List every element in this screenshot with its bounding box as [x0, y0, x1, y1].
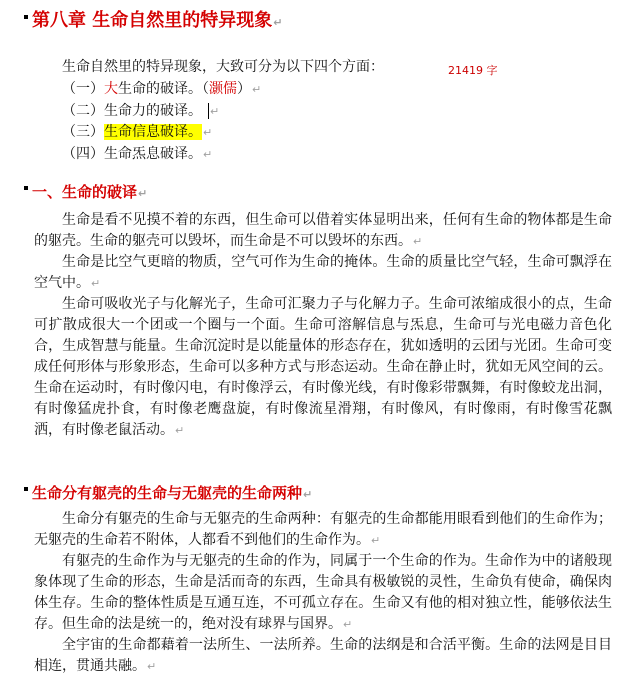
list-item: （三）生命信息破译。↵ [62, 124, 213, 140]
heading-bullet [24, 487, 28, 491]
paragraph: 生命可吸收光子与化解光子，生命可汇聚力子与化解力子。生命可浓缩成很小的点，生命可扩散成很大一个团或一个圈与一个面。生命可溶解信息与炁息，生命可与光电磁力音色化合，生成智慧与能量。生命沉淀时是以能量体的形态存在，犹如透明的云团与光团。生命可变成任何形体与形象形态，生命可以多种方式与形态运动。生命在静止时，犹如无风空间的云。生命在运动时，有时像闪电，有时像浮云，有时像光线，有时像彩带飘舞，有时像蛟龙出洞，有时像猛虎扑食，有时像老鹰盘旋，有时像流星滑翔，有时像风，有时像雨，有时像雪花飘洒，有时像老鼠活动。↵ [34, 296, 612, 438]
highlighted-text: 生命信息破译。 [104, 124, 202, 140]
heading-bullet [24, 15, 28, 19]
section-heading: 生命分有躯壳的生命与无躯壳的生命两种↵ [32, 484, 313, 502]
paragraph: 生命是比空气更暗的物质，空气可作为生命的掩体。生命的质量比空气轻，生命可飘浮在空气中。↵ [34, 254, 612, 291]
list-item: （二）生命力的破译。 ↵ [62, 103, 220, 119]
heading-bullet [24, 186, 28, 190]
list-item: （一）大生命的破译。（灏儒）↵ [62, 81, 262, 97]
list-item: （四）生命炁息破译。↵ [62, 146, 213, 162]
paragraph: 全宇宙的生命都藉着一法所生、一法所养。生命的法纲是和合活平衡。生命的法网是目目相连，贯通共融。↵ [34, 637, 612, 674]
intro-line: 生命自然里的特异现象，大致可分为以下四个方面： [62, 59, 384, 75]
chapter-title: 第八章 生命自然里的特异现象↵ [32, 10, 283, 31]
word-count: 21419 字 [448, 64, 498, 77]
section-body [34, 210, 612, 441]
paragraph: 生命分有躯壳的生命与无躯壳的生命两种：有躯壳的生命都能用眼看到他们的生命作为；无躯壳的生命若不附体，人都看不到他们的生命作为。↵ [34, 511, 612, 548]
section-body [34, 509, 612, 677]
section-heading: 一、生命的破译↵ [32, 183, 148, 201]
paragraph: 有躯壳的生命作为与无躯壳的生命的作为，同属于一个生命的作为。生命作为中的诸般现象体现了生命的形态，生命是活而奇的东西，生命具有极敏锐的灵性，生命负有使命，确保肉体生存。生命的整体性质是互通互连，不可孤立存在。生命又有他的相对独立性，能够依法生存。但生命的法是统一的，绝对没有球界与国界。↵ [34, 553, 612, 632]
text-cursor [208, 103, 209, 119]
paragraph: 生命是看不见摸不着的东西，但生命可以借着实体显明出来，任何有生命的物体都是生命的躯壳。生命的躯壳可以毁坏，而生命是不可以毁坏的东西。↵ [34, 212, 612, 249]
